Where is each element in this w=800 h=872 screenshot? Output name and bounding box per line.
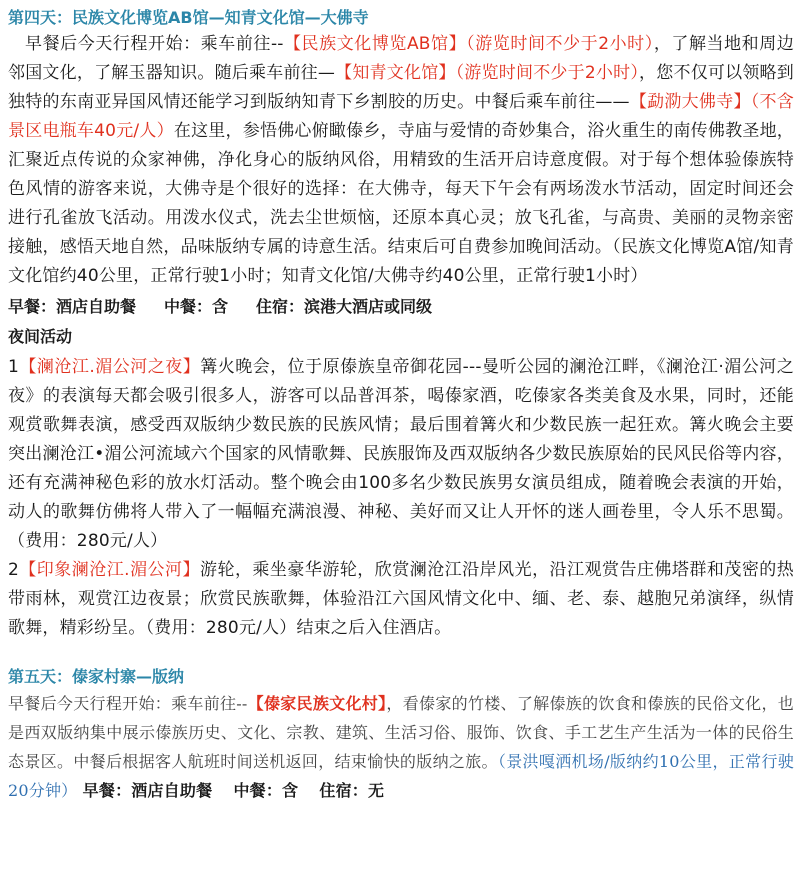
day4-text-4: 在这里，参悟佛心俯瞰傣乡，寺庙与爱情的奇妙集合，浴火重生的南传佛教圣地，汇聚近点传说的众家神佛，净化身心的版纳风俗，用精致的生活开启诗意度假。对于每个想体验傣族特色风情的游客来说，大佛寺是个很好的选择：在大佛寺，每天下午会有两场泼水节活动，固定时间还会进行孔雀放飞活动。用泼水仪式，洗去尘世烦恼，还原本真心灵；放飞孔雀，与高贵、美丽的灵物亲密接触，感悟天地自然，品味版纳专属的诗意生活。结束后可自费参加晚间活动。（民族文化博览A馆/知青文化馆约40公里，正常行驶1小时；知青文化馆/大佛寺约40公里，正常行驶1小时）	[8, 121, 795, 286]
dai-village-highlight: 【傣家民族文化村】	[247, 694, 387, 713]
museum-highlight: 【民族文化博览AB馆】（游览时间不少于2小时）	[283, 34, 654, 54]
day5-breakfast: 早餐：酒店自助餐	[82, 781, 213, 800]
night-activities-title: 夜间活动	[8, 327, 73, 346]
section-spacer	[8, 643, 794, 665]
day5-title: 第五天：傣家村寨—版纳	[8, 667, 185, 686]
temple-highlight: 【勐泐大佛寺】（不含景区电瓶车40元/人）	[8, 92, 794, 141]
day5-description	[8, 689, 794, 805]
night-activity-1	[8, 353, 794, 556]
day5-stay: 住宿：无	[319, 781, 385, 800]
day4-stay: 住宿：滨港大酒店或同级	[256, 297, 433, 316]
night-activity-2-number: 2	[8, 560, 20, 580]
night-activity-1-text: 篝火晚会，位于原傣族皇帝御花园---曼听公园的澜沧江畔，《澜沧江·湄公河之夜》的表演每天都会吸引很多人，游客可以品普洱茶，喝傣家酒，吃傣家各类美食及水果，同时，还能观赏歌舞表演，感受西双版纳少数民族的民族风情；最后围着篝火和少数民族一起狂欢。篝火晚会主要突出澜沧江•湄公河流域六个国家的风情歌舞、民族服饰及西双版纳各少数民族原始的民风民俗等内容，还有充满神秘色彩的放水灯活动。整个晚会由100多名少数民族男女演员组成，随着晚会表演的开始，动人的歌舞仿佛将人带入了一幅幅充满浪漫、神秘、美好而又让人开怀的迷人画卷里，令人乐不思蜀。（费用：280元/人）	[8, 357, 794, 551]
zhiqing-highlight: 【知青文化馆】（游览时间不少于2小时）	[335, 63, 640, 83]
day4-meals	[8, 293, 794, 321]
day4-text-1: 早餐后今天行程开始：乘车前往--	[25, 34, 284, 54]
night-activity-1-number: 1	[8, 357, 20, 377]
day4-description	[8, 30, 794, 291]
day4-title: 第四天：民族文化博览AB馆—知青文化馆—大佛寺	[8, 8, 369, 27]
day4-breakfast: 早餐：酒店自助餐	[8, 297, 137, 316]
night-activity-2-highlight: 【印象澜沧江.湄公河】	[19, 560, 200, 580]
night-activity-2	[8, 556, 794, 643]
night-activity-2-text: 游轮，乘坐豪华游轮，欣赏澜沧江沿岸风光，沿江观赏告庄佛塔群和茂密的热带雨林，观赏江边夜景；欣赏民族歌舞，体验沿江六国风情文化中、缅、老、泰、越胞兄弟演绎，纵情歌舞，精彩纷呈。（费用：280元/人）结束之后入住酒店。	[8, 560, 794, 638]
day5-text-1: 早餐后今天行程开始：乘车前往--	[8, 694, 248, 713]
itinerary-document	[8, 6, 794, 805]
day4-text-2: ，了解当地和周边邻国文化，了解玉器知识。随后乘车前往—	[8, 34, 794, 83]
day5-lunch: 中餐：含	[233, 781, 299, 800]
night-activity-1-highlight: 【澜沧江.湄公河之夜】	[19, 357, 201, 377]
day5-text-2: ，看傣家的竹楼、了解傣族的饮食和傣族的民俗文化，也是西双版纳集中展示傣族历史、文化、宗教、建筑、生活习俗、服饰、饮食、手工艺生产生活为一体的民俗生态景区。中餐后根据客人航班时间送机返回，结束愉快的版纳之旅。	[8, 694, 794, 771]
day4-text-3: ，您不仅可以领略到独特的东南亚异国风情还能学习到版纳知青下乡割胶的历史。中餐后乘车前往——	[8, 63, 794, 112]
day4-lunch: 中餐：含	[164, 297, 229, 316]
day5-distance-note: （景洪嘎洒机场/版纳约10公里，正常行驶20分钟）	[8, 752, 794, 800]
